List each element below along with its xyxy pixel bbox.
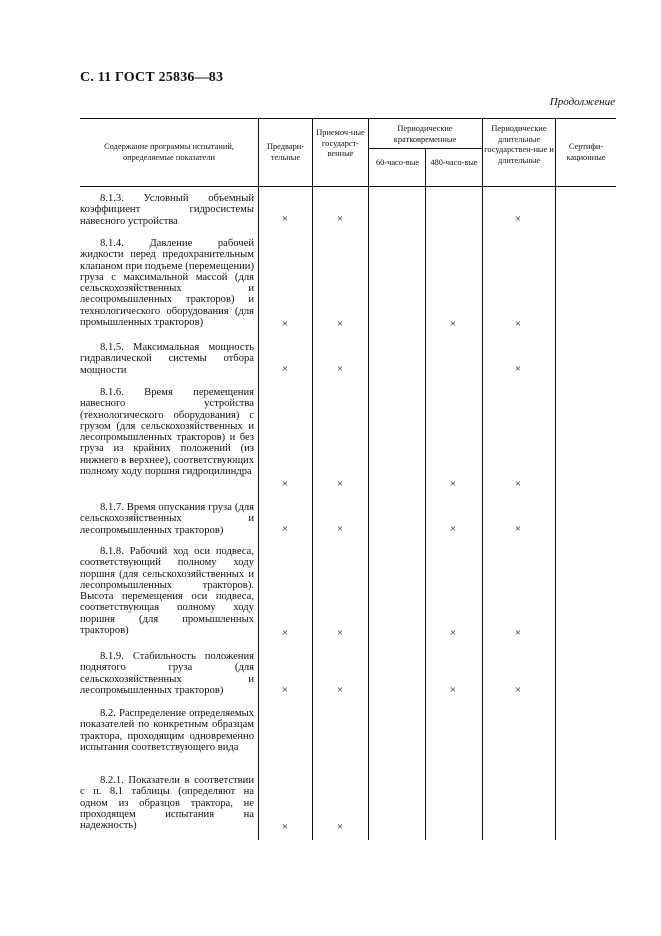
col-divider-4 [425,148,426,840]
header-480h: 480-часо-вые [430,158,478,167]
mark-periodic-long: × [514,627,522,639]
mark-acceptance: × [336,363,344,375]
col-divider-5 [482,118,483,840]
mark-480h: × [449,627,457,639]
mark-480h: × [449,523,457,535]
header-periodic-long: Периодические длительные государствен-ные и длительные [484,124,554,165]
table-row-text: 8.1.9. Стабильность положения поднятого груза (для сельскохозяйственных и лесопромышленных тракторов) [80,651,254,696]
mark-acceptance: × [336,213,344,225]
mark-periodic-long: × [514,363,522,375]
col-divider-6 [555,118,556,840]
table-row-text: 8.1.4. Давление рабочей жидкости перед предохранительным клапаном при подъеме (перемещении) груза с максимальной массой (для сельскохозяйственных и лесопромышленных тракторов) и технологического оборудования (для промышленных тракторов) [80,238,254,329]
mark-periodic-long: × [514,523,522,535]
table-top-border [80,118,616,119]
mark-preliminary: × [281,523,289,535]
mark-480h: × [449,478,457,490]
mark-acceptance: × [336,684,344,696]
mark-periodic-long: × [514,318,522,330]
mark-acceptance: × [336,523,344,535]
table-row-text: 8.1.8. Рабочий ход оси подвеса, соответствующий полному ходу поршня (для сельскохозяйственных и лесопромышленных тракторов). Высота перемещения оси подвеса, соответствующая полному ходу поршня (для промышленных тракторов) [80,546,254,637]
mark-periodic-long: × [514,684,522,696]
table-header-bottom-border [80,186,616,187]
header-content: Содержание программы испытаний, определяемые показатели [104,142,234,162]
table-row-text: 8.2. Распределение определяемых показателей по конкретным образцам трактора, проходящим одновременно испытания соответствующего вида [80,708,254,753]
mark-preliminary: × [281,821,289,833]
mark-preliminary: × [281,478,289,490]
mark-preliminary: × [281,684,289,696]
mark-acceptance: × [336,821,344,833]
page-header: С. 11 ГОСТ 25836—83 [80,70,224,85]
mark-periodic-long: × [514,213,522,225]
continuation-label: Продолжение [549,96,615,108]
mark-acceptance: × [336,318,344,330]
header-acceptance: Приемоч-ные государст-венные [316,128,365,158]
mark-preliminary: × [281,627,289,639]
table-row-text: 8.1.6. Время перемещения навесного устройства (технологического оборудования) с грузом (для сельскохозяйственных и лесопромышленных тракторов) и без груза из крайних положений (из нижнего в верхнее), соответствующих полному ходу поршня гидроцилиндра [80,387,254,478]
header-certification: Сертифи-кационные [566,142,606,162]
col-divider-2 [312,118,313,840]
table-row-text: 8.1.7. Время опускания груза (для сельскохозяйственных и лесопромышленных тракторов) [80,502,254,536]
mark-480h: × [449,684,457,696]
table-row-text: 8.2.1. Показатели в соответствии с п. 8.1 таблицы (определяют на одном из образцов трактора, не проходящем испытания на надежность) [80,775,254,832]
mark-acceptance: × [336,627,344,639]
mark-periodic-long: × [514,478,522,490]
mark-acceptance: × [336,478,344,490]
mark-preliminary: × [281,363,289,375]
table-row-text: 8.1.5. Максимальная мощность гидравлической системы отбора мощности [80,342,254,376]
col-divider-1 [258,118,259,840]
col-divider-3 [368,118,369,840]
header-preliminary: Предвари-тельные [266,142,305,162]
mark-preliminary: × [281,318,289,330]
header-periodic-short: Периодические кратковременные [393,124,457,144]
table-row-text: 8.1.3. Условный объемный коэффициент гидросистемы навесного устройства [80,193,254,227]
header-60h: 60-часо-вые [375,158,420,167]
mark-480h: × [449,318,457,330]
mark-preliminary: × [281,213,289,225]
